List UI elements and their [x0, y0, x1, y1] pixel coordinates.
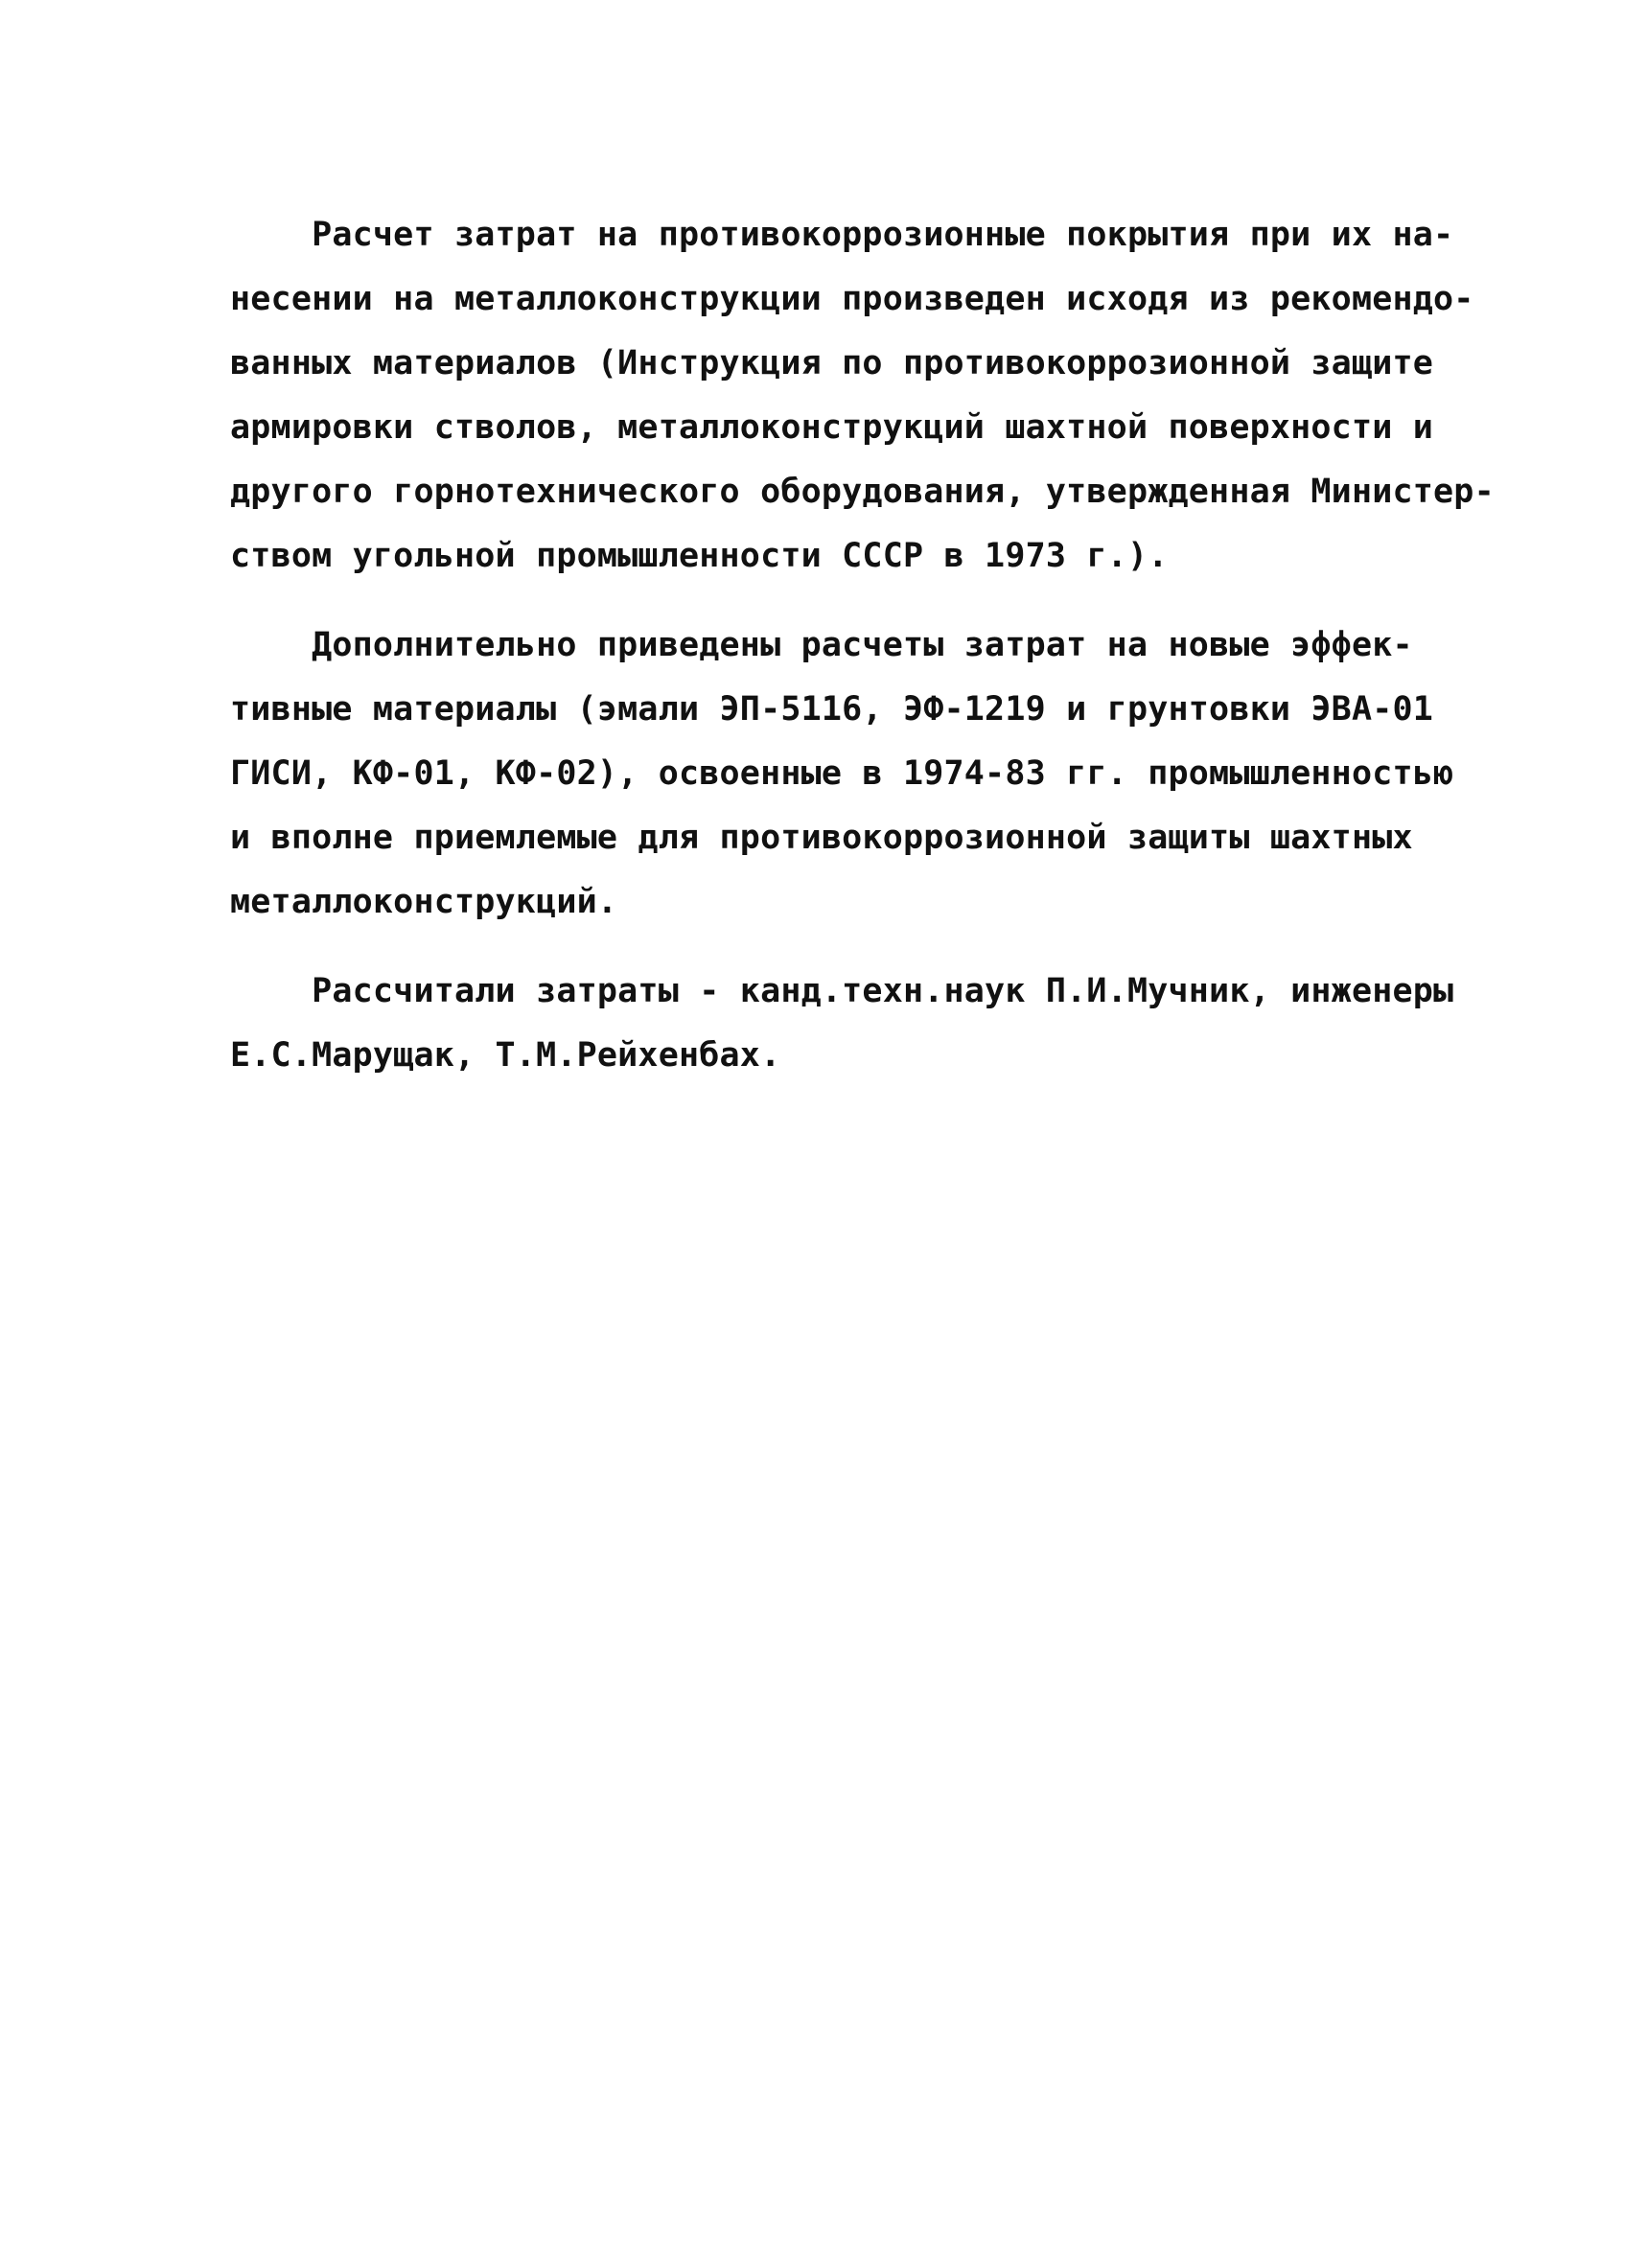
text-line: ГИСИ, КФ-01, КФ-02), освоенные в 1974-83 гг. промышленностью [230, 754, 1454, 793]
paragraph-materials-basis [230, 203, 1495, 589]
text-line: Расчет затрат на противокоррозионные покрытия при их на- [230, 216, 1454, 254]
text-line: Дополнительно приведены расчеты затрат на новые эффек- [230, 626, 1413, 664]
document-body [230, 203, 1495, 1088]
text-line: ством угольной промышленности СССР в 1973 г.). [230, 537, 1169, 575]
text-line: тивные материалы (эмали ЭП-5116, ЭФ-1219 и грунтовки ЭВА-01 [230, 690, 1434, 729]
paragraph-authors [230, 960, 1454, 1088]
text-line: Рассчитали затраты - канд.техн.наук П.И.Мучник, инженеры [230, 972, 1454, 1010]
paragraph-new-materials [230, 613, 1454, 935]
text-line: металлоконструкций. [230, 883, 618, 921]
paragraph-spacer [230, 935, 1438, 960]
text-line: армировки стволов, металлоконструкций шахтной поверхности и [230, 408, 1434, 447]
text-line: несении на металлоконструкции произведен исходя из рекомендо- [230, 280, 1474, 318]
text-line: ванных материалов (Инструкция по противокоррозионной защите [230, 344, 1434, 382]
text-line: Е.С.Марущак, Т.М.Рейхенбах. [230, 1036, 781, 1075]
text-line: и вполне приемлемые для противокоррозионной защиты шахтных [230, 819, 1413, 857]
paragraph-spacer [230, 589, 1438, 613]
text-line: другого горнотехнического оборудования, утвержденная Министер- [230, 473, 1495, 511]
